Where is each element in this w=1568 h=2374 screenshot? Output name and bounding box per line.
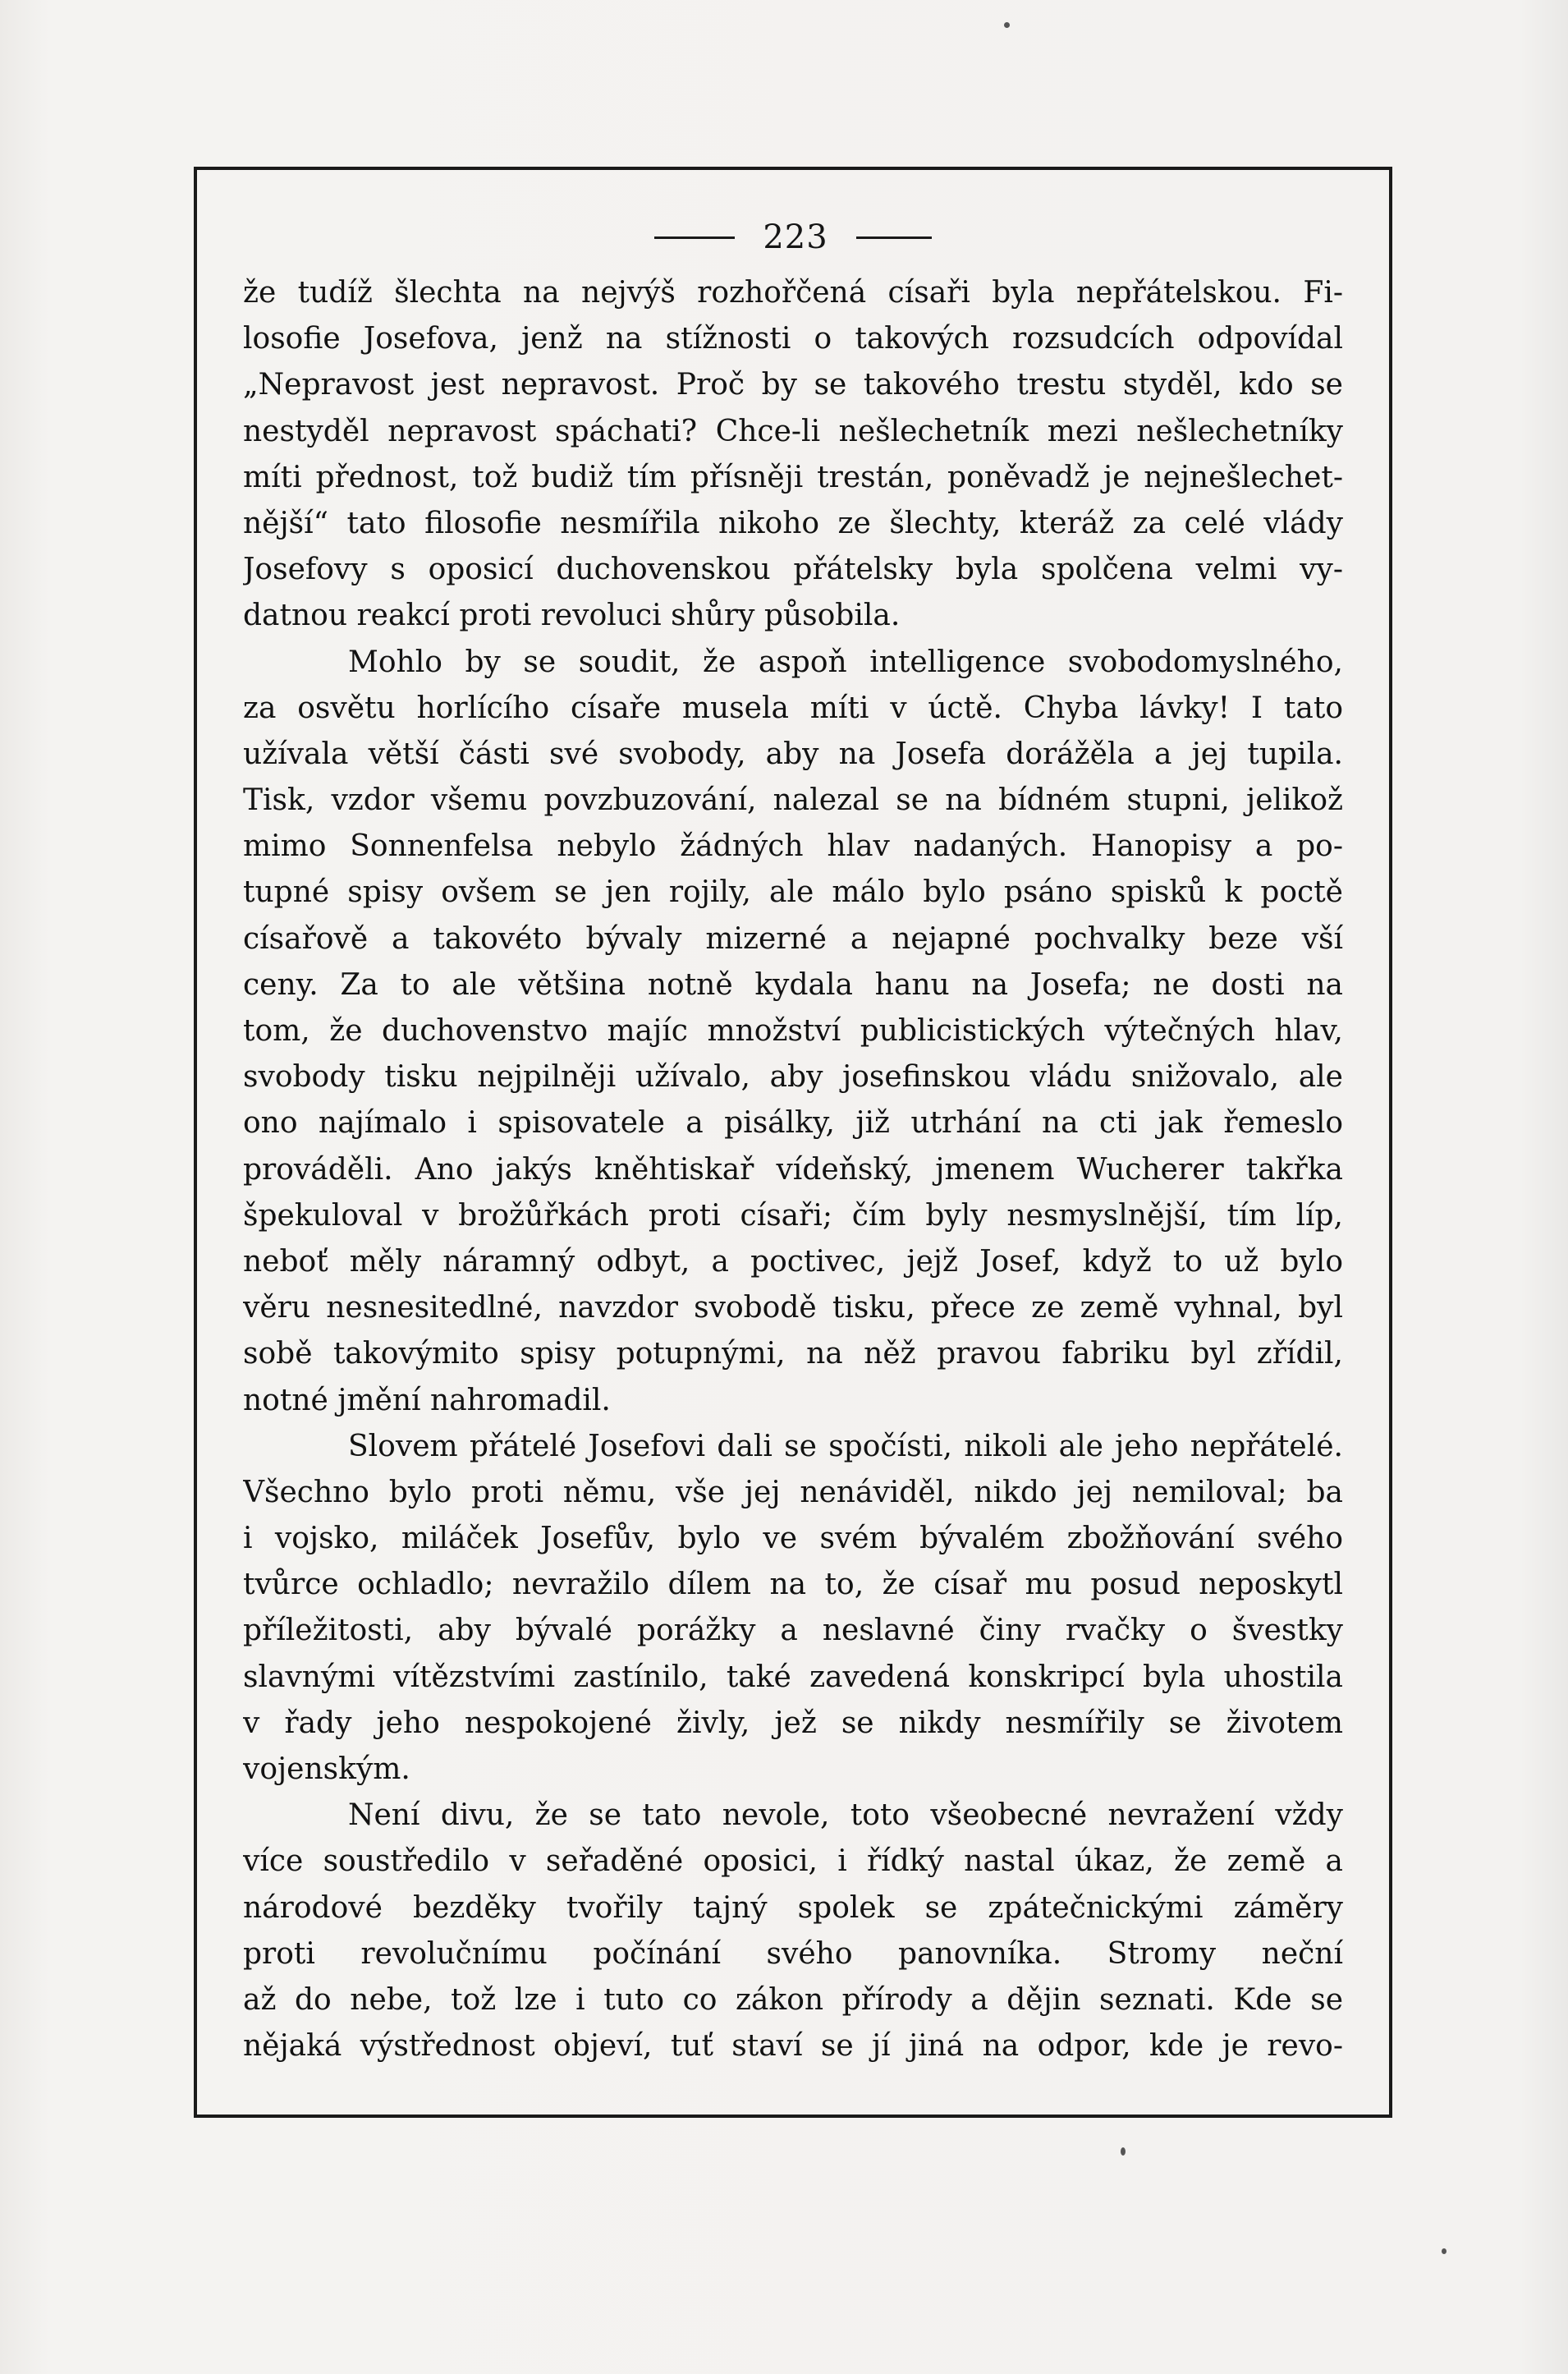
text-line: nějaká výstřednost objeví, tuť staví se jí jiná na odpor, kde je revo-: [243, 2029, 1343, 2064]
text-line: tom, že duchovenstvo majíc množství publicistických výtečných hlav,: [243, 1014, 1343, 1048]
page-frame: [194, 167, 1392, 2118]
text-line: Josefovy s oposicí duchovenskou přátelsky byla spolčena velmi vy-: [243, 553, 1343, 587]
text-line: užívala větší části své svobody, aby na Josefa dorážěla a jej tupila.: [243, 737, 1343, 771]
text-line: tupné spisy ovšem se jen rojily, ale málo bylo psáno spisků k poctě: [243, 875, 1343, 910]
text-line: že tudíž šlechta na nejvýš rozhořčená císaři byla nepřátelskou. Fi-: [243, 276, 1343, 310]
text-line: vojenským.: [243, 1752, 410, 1786]
paragraph: [243, 640, 1343, 1424]
text-line: „Nepravost jest nepravost. Proč by se takového trestu styděl, kdo se: [243, 368, 1343, 402]
text-line: nestyděl nepravost spáchati? Chce-li nešlechetník mezi nešlechetníky: [243, 414, 1343, 448]
text-line: Všechno bylo proti němu, vše jej nenáviděl, nikdo jej nemiloval; ba: [243, 1475, 1343, 1509]
header-rule-left: [654, 236, 735, 239]
text-line: notné jmění nahromadil.: [243, 1383, 611, 1417]
text-line: ono najímalo i spisovatele a pisálky, již utrhání na cti jak řemeslo: [243, 1106, 1343, 1141]
text-line: Tisk, vzdor všemu povzbuzování, nalezal se na bídném stupni, jelikož: [243, 783, 1343, 818]
text-line: císařově a takovéto bývaly mizerné a nejapné pochvalky beze vší: [243, 921, 1343, 956]
text-line: Slovem přátelé Josefovi dali se spočísti, nikoli ale jeho nepřátelé.: [348, 1429, 1343, 1463]
text-line: v řady jeho nespokojené živly, jež se nikdy nesmířily se životem: [243, 1706, 1343, 1740]
text-line: sobě takovýmito spisy potupnými, na něž pravou fabriku byl zřídil,: [243, 1337, 1343, 1371]
text-line: i vojsko, miláček Josefův, bylo ve svém bývalém zbožňování svého: [243, 1522, 1343, 1556]
ink-speck: [1004, 22, 1010, 28]
text-line: Není divu, že se tato nevole, toto všeobecné nevražení vždy: [348, 1798, 1343, 1833]
text-line: národové bezděky tvořily tajný spolek se zpátečnickými záměry: [243, 1890, 1343, 1925]
text-line: datnou reakcí proti revoluci shůry působila.: [243, 599, 901, 633]
text-line: až do nebe, tož lze i tuto co zákon přírody a dějin seznati. Kde se: [243, 1982, 1343, 2017]
text-line: nější“ tato filosofie nesmířila nikoho ze šlechty, kteráž za celé vlády: [243, 506, 1343, 540]
text-line: proti revolučnímu počínání svého panovníka. Stromy neční: [243, 1936, 1343, 1971]
text-line: svobody tisku nejpilněji užívalo, aby josefinskou vládu snižovalo, ale: [243, 1060, 1343, 1095]
text-line: prováděli. Ano jakýs kněhtiskař vídeňský, jmenem Wucherer takřka: [243, 1152, 1343, 1187]
text-line: neboť měly náramný odbyt, a poctivec, jejž Josef, když to už bylo: [243, 1244, 1343, 1279]
text-line: více soustředilo v seřaděné oposici, i řídký nastal úkaz, že země a: [243, 1844, 1343, 1879]
ink-speck: [1121, 2147, 1126, 2156]
page-header: [197, 213, 1389, 262]
text-line: losofie Josefova, jenž na stížnosti o takových rozsudcích odpovídal: [243, 322, 1343, 356]
text-line: míti přednost, tož budiž tím přísněji trestán, poněvadž je nejnešlechet-: [243, 460, 1343, 494]
paragraph: [243, 270, 1343, 640]
text-line: tvůrce ochladlo; nevražilo dílem na to, že císař mu posud neposkytl: [243, 1568, 1343, 1602]
text-line: špekuloval v brožůřkách proti císaři; čím byly nesmyslnější, tím líp,: [243, 1198, 1343, 1233]
ink-speck: [1442, 2248, 1447, 2254]
text-line: mimo Sonnenfelsa nebylo žádných hlav nadaných. Hanopisy a po-: [243, 829, 1343, 864]
body-text: [243, 270, 1343, 2069]
text-line: ceny. Za to ale většina notně kydala hanu na Josefa; ne dosti na: [243, 967, 1343, 1002]
text-line: Mohlo by se soudit, že aspoň intelligence svobodomyslného,: [348, 645, 1343, 679]
text-line: slavnými vítězstvími zastínilo, také zavedená konskripcí byla uhostila: [243, 1660, 1343, 1694]
header-rule-right: [856, 236, 932, 239]
text-line: věru nesnesitedlné, navzdor svobodě tisku, přece ze země vyhnal, byl: [243, 1291, 1343, 1325]
paragraph: [243, 1424, 1343, 1793]
page-number: 223: [763, 218, 828, 256]
paragraph: [243, 1793, 1343, 2069]
text-line: za osvětu horlícího císaře musela míti v úctě. Chyba lávky! I tato: [243, 691, 1343, 725]
text-line: příležitosti, aby bývalé porážky a neslavné činy rvačky o švestky: [243, 1614, 1343, 1648]
